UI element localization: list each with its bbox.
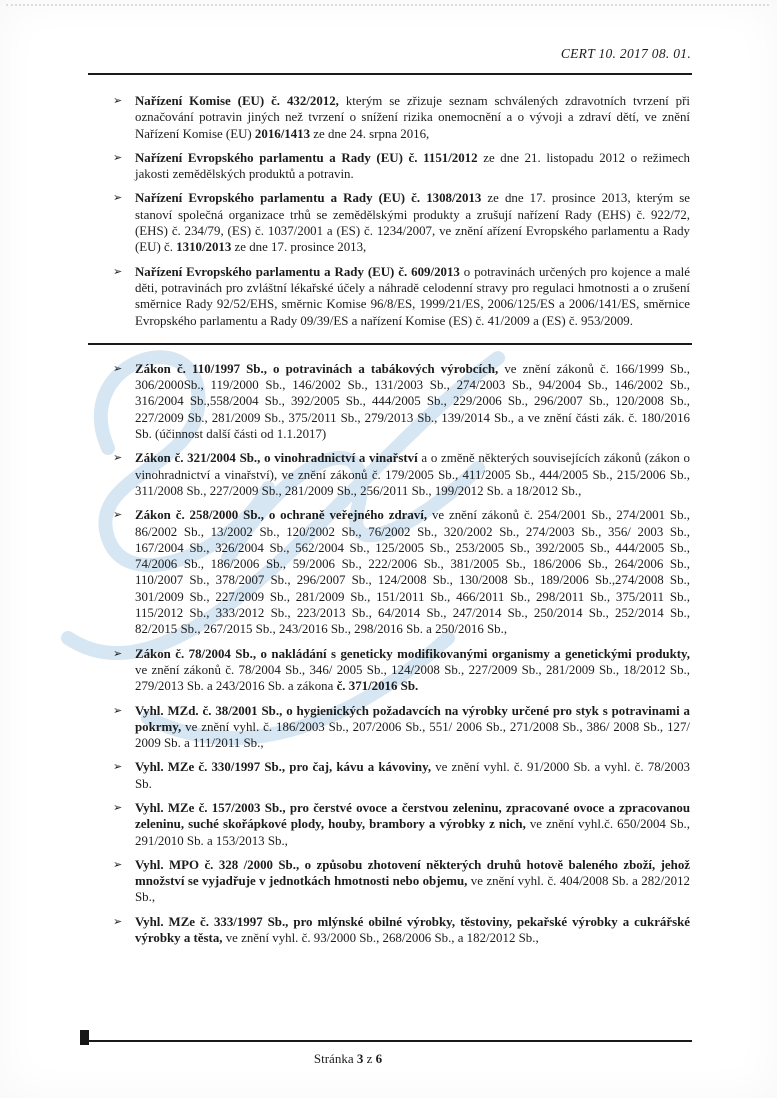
text-run: ze dne 17. prosince 2013,: [231, 240, 367, 255]
scan-artifact-dots: [6, 4, 769, 6]
text-run-bold: Zákon č. 110/1997 Sb., o potravinách a tabákových výrobcích,: [135, 361, 499, 376]
list-item: [112, 264, 690, 329]
arrow-bullet-icon: ➢: [113, 647, 123, 660]
arrow-bullet-icon: ➢: [113, 95, 123, 107]
list-item: [112, 190, 690, 255]
item-text: [135, 858, 690, 905]
arrow-bullet-icon: ➢: [113, 509, 123, 522]
text-run-bold: Vyhl. MPO č. 328 /2000 Sb., o způsobu zhotovení některých druhů hotově baleného zboží, jehož množství se vyjadřuje v jednotkách hmotnosti nebo objemu,: [135, 857, 690, 889]
arrow-bullet-icon: ➢: [113, 362, 123, 375]
text-run: ve znění vyhl. č. 404/2008 Sb. a 282/2012 Sb.,: [135, 874, 690, 905]
item-text: [135, 801, 690, 848]
list-item: [112, 93, 690, 142]
arrow-bullet-icon: ➢: [113, 704, 123, 717]
arrow-bullet-icon: ➢: [113, 452, 123, 465]
text-run: a o změně některých souvisejících zákonů (zákon o vinohradnictví a vinařství), ve znění zákonů č. 179/2005 Sb., 411/2005 Sb., 444/2005 Sb., 215/2006 Sb., 311/2008 Sb., 227/2009 Sb., 281/2009 Sb., 256/2011 Sb., 199/2012 Sb. a 18/2012 Sb.,: [135, 451, 690, 498]
footer-divider-rule: [88, 1040, 692, 1042]
list-item: [112, 759, 690, 792]
list-item: [112, 703, 690, 752]
text-run: ve znění vyhl. č. 91/2000 Sb. a vyhl. č. 78/2003 Sb.: [135, 760, 690, 791]
arrow-bullet-icon: ➢: [113, 192, 123, 205]
header-divider-rule: [88, 73, 692, 75]
text-run-bold: Nařízení Evropského parlamentu a Rady (EU) č. 1308/2013: [135, 191, 482, 206]
item-text: [135, 451, 690, 498]
arrow-bullet-icon: ➢: [113, 761, 123, 774]
list-item: [112, 857, 690, 906]
arrow-bullet-icon: ➢: [113, 915, 123, 928]
list-item: [112, 507, 690, 637]
text-run: Stránka: [313, 1051, 357, 1066]
list-item: [112, 361, 690, 442]
text-run: ve znění vyhl.č. 650/2004 Sb., 291/2010 Sb. a 153/2013 Sb.,: [135, 817, 690, 848]
text-run: kterým se zřizuje seznam schválených zdravotních tvrzení při označování potravin jiných než tvrzení o snížení rizika onemocnění a o vývoji a zdraví dětí, ve znění Nařízení Komise (EU): [135, 94, 691, 141]
text-run-bold: Vyhl. MZe č. 333/1997 Sb., pro mlýnské obilné výrobky, těstoviny, pekařské výrobky a cukrářské výrobky a těsta,: [135, 914, 690, 946]
list-section: [112, 93, 690, 329]
item-text: [135, 704, 690, 751]
text-run: ve znění zákonů č. 166/1999 Sb., 306/2000Sb., 119/2000 Sb., 146/2002 Sb., 131/2003 Sb., 274/2003 Sb., 94/2004 Sb., 146/2002 Sb., 316/2004 Sb.,558/2004 Sb., 392/2005 Sb., 444/2005 Sb., 229/2006 Sb., 296/2007 Sb., 120/2008 Sb., 227/2009 Sb., 281/2009 Sb., 375/2011 Sb., 279/2013 Sb., 139/2014 Sb., a ve znění části zák. č. 180/2016 Sb. (účinnost další části od 1.1.2017): [135, 361, 690, 442]
scan-artifact-mark: [80, 1030, 89, 1045]
arrow-bullet-icon: ➢: [113, 265, 123, 278]
text-run-bold: Nařízení Evropského parlamentu a Rady (EU) č. 609/2013: [135, 264, 460, 279]
arrow-bullet-icon: ➢: [113, 151, 123, 164]
text-run: o potravinách určených pro kojence a malé děti, potravinách pro zvláštní lékařské účely a náhradě celodenní stravy pro regulaci hmotnosti a o zrušení směrnice Rady 92/52/EHS, směrnic Komise 96/8/ES, 1999/21/ES, 2006/125/ES a 2006/141/ES, směrnice Evropského parlamentu a Rady 09/39/ES a nařízení Komise (ES) č. 41/2009 a (ES) č. 953/2009.: [135, 264, 690, 328]
item-text: [135, 94, 690, 141]
item-text: [135, 508, 690, 636]
text-run: ve znění vyhl. č. 93/2000 Sb., 268/2006 Sb., a 182/2012 Sb.,: [222, 931, 539, 946]
text-run: ve znění zákonů č. 78/2004 Sb., 346/ 2005 Sb., 124/2008 Sb., 227/2009 Sb., 281/2009 Sb., 18/2012 Sb., 279/2013 Sb. a 243/2016 Sb. a zákona: [135, 662, 690, 694]
section-divider-rule: [88, 343, 692, 345]
text-run-bold: Zákon č. 258/2000 Sb., o ochraně veřejného zdraví,: [135, 508, 428, 523]
text-run: ze dne 21. listopadu 2012 o režimech jakosti zemědělských produktů a potravin.: [135, 150, 690, 182]
text-run-bold: 6: [375, 1051, 383, 1066]
list-item: [112, 646, 690, 695]
text-run-bold: 1310/2013: [176, 240, 232, 255]
regulation-list: [112, 93, 690, 954]
text-run-bold: Vyhl. MZd. č. 38/2001 Sb., o hygienických požadavcích na výrobky určené pro styk s potravinami a pokrmy,: [135, 703, 690, 734]
item-text: [135, 362, 690, 441]
text-run-bold: Nařízení Evropského parlamentu a Rady (EU) č. 1151/2012: [135, 150, 478, 165]
item-text: [135, 151, 690, 181]
item-text: [135, 760, 690, 790]
text-run-bold: č. 371/2016 Sb.: [336, 679, 419, 694]
document-reference-header: CERT 10. 2017 08. 01.: [560, 46, 691, 61]
text-run-bold: Nařízení Komise (EU) č. 432/2012,: [135, 94, 339, 108]
page-number: [88, 1051, 608, 1067]
list-item: [112, 150, 690, 183]
text-run-bold: Zákon č. 321/2004 Sb., o vinohradnictví a vinařství: [135, 451, 418, 466]
text-run: z: [363, 1051, 376, 1066]
arrow-bullet-icon: ➢: [113, 858, 123, 871]
text-run-bold: 3: [356, 1051, 364, 1066]
text-run-bold: Vyhl. MZe č. 157/2003 Sb., pro čerstvé ovoce a čerstvou zeleninu, zpracované ovoce a zpracovanou zeleninu, suché skořápkové plody, houby, brambory a výrobky z nich,: [135, 800, 690, 832]
item-text: [135, 647, 690, 694]
list-item: [112, 914, 690, 947]
item-text: [135, 191, 690, 254]
item-text: [135, 915, 690, 945]
text-run: ve znění vyhl. č. 186/2003 Sb., 207/2006 Sb., 551/ 2006 Sb., 271/2008 Sb., 386/ 2008 Sb., 127/ 2009 Sb. a 111/2011 Sb.,: [135, 719, 690, 751]
list-item: [112, 450, 690, 499]
arrow-bullet-icon: ➢: [113, 801, 123, 814]
text-run: ze dne 24. srpna 2016,: [310, 126, 430, 141]
text-run-bold: Vyhl. MZe č. 330/1997 Sb., pro čaj, kávu a kávoviny,: [135, 760, 432, 775]
text-run: ve znění zákonů č. 254/2001 Sb., 274/2001 Sb., 86/2002 Sb., 13/2002 Sb., 120/2002 Sb., 76/2002 Sb., 320/2002 Sb., 274/2003 Sb., 356/ 2003 Sb., 167/2004 Sb., 326/2004 Sb., 562/2004 Sb., 125/2005 Sb., 253/2005 Sb., 392/2005 Sb., 444/2005 Sb., 74/2006 Sb., 186/2006 Sb., 59/2006 Sb., 222/2006 Sb., 381/2005 Sb., 186/2006 Sb., 264/2006 Sb., 110/2007 Sb., 378/2007 Sb., 296/2007 Sb., 124/2008 Sb., 130/2008 Sb., 189/2006 Sb.,274/2008 Sb., 301/2009 Sb., 227/2009 Sb., 281/2009 Sb., 151/2011 Sb., 466/2011 Sb., 298/2011 Sb., 375/2011 Sb., 115/2012 Sb., 333/2012 Sb., 223/2013 Sb., 64/2014 Sb., 247/2014 Sb., 250/2014 Sb., 252/2014 Sb., 82/2015 Sb., 267/2015 Sb., 243/2016 Sb., 298/2016 Sb. a 250/2016 Sb.,: [135, 508, 690, 637]
list-section: [112, 361, 690, 947]
text-run-bold: Zákon č. 78/2004 Sb., o nakládání s geneticky modifikovanými organismy a genetickými produkty,: [135, 646, 690, 661]
text-run-bold: 2016/1413: [254, 126, 311, 141]
list-item: [112, 800, 690, 849]
item-text: [135, 265, 690, 328]
text-run: ze dne 17. prosince 2013, kterým se stanoví společná organizace trhů se zemědělskými produkty a zrušují nařízení Rady (EHS) č. 922/72, (EHS) č. 234/79, (ES) č. 1037/2001 a (ES) č. 1234/2007, ve znění ařízení Evropského parlamentu a Rady (EU) č.: [135, 191, 691, 255]
